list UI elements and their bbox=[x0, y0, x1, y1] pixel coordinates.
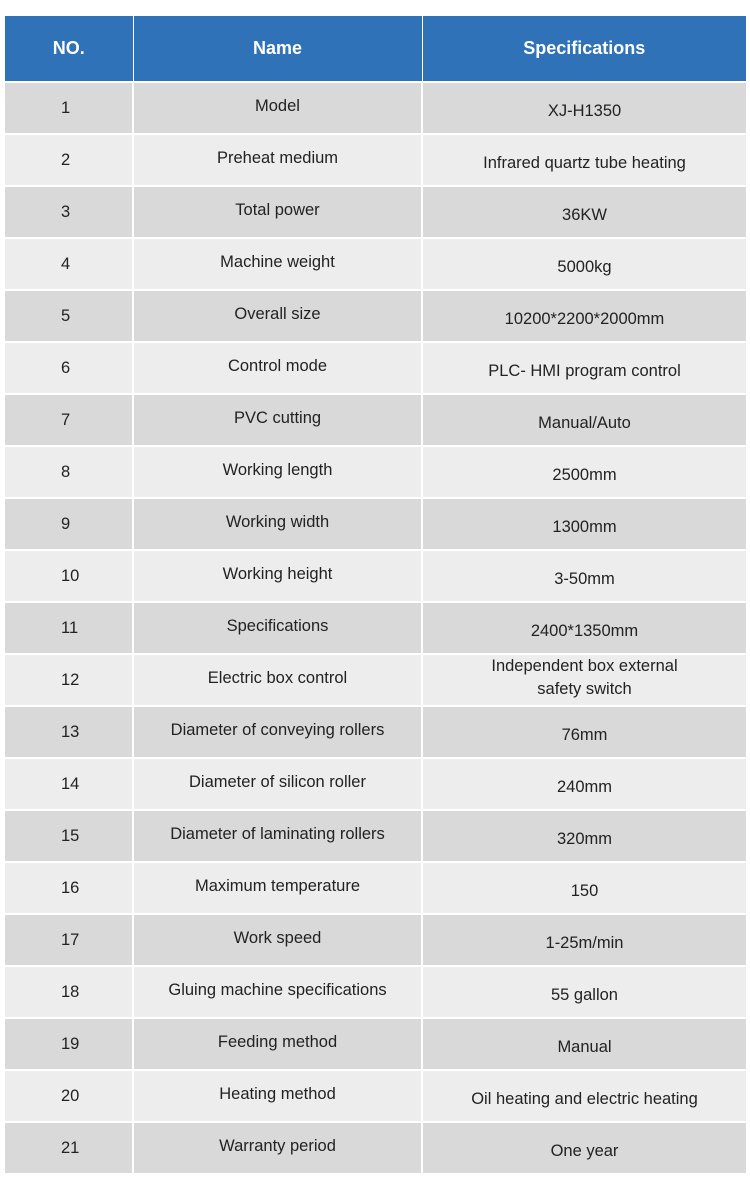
row-specification bbox=[422, 446, 746, 498]
row-specification bbox=[422, 1070, 746, 1122]
row-name-text: Diameter of laminating rollers bbox=[170, 824, 385, 843]
row-specification-text: 10200*2200*2000mm bbox=[504, 309, 665, 328]
row-name bbox=[133, 758, 422, 810]
row-specification-text: 55 gallon bbox=[551, 985, 618, 1004]
row-number: 7 bbox=[5, 394, 133, 446]
row-name-text: PVC cutting bbox=[233, 408, 322, 427]
row-specification bbox=[422, 914, 746, 966]
row-number: 9 bbox=[5, 498, 133, 550]
row-name-text: Overall size bbox=[234, 304, 321, 323]
row-name bbox=[133, 186, 422, 238]
row-specification-text: PLC- HMI program control bbox=[488, 361, 681, 380]
row-specification-text: 150 bbox=[570, 881, 599, 900]
row-specification-text: 240mm bbox=[556, 777, 613, 796]
table-row bbox=[5, 134, 746, 186]
row-specification-text: Manual bbox=[557, 1037, 612, 1056]
row-name bbox=[133, 810, 422, 862]
row-name-text: Preheat medium bbox=[216, 148, 339, 167]
row-specification bbox=[422, 186, 746, 238]
table-row bbox=[5, 342, 746, 394]
row-number: 4 bbox=[5, 238, 133, 290]
row-specification-text: 2400*1350mm bbox=[530, 621, 639, 640]
row-specification bbox=[422, 1018, 746, 1070]
row-number: 2 bbox=[5, 134, 133, 186]
row-specification-text: 2500mm bbox=[552, 465, 617, 484]
table-body bbox=[5, 82, 746, 1173]
table-row bbox=[5, 810, 746, 862]
row-specification-text: 1300mm bbox=[552, 517, 617, 536]
row-number: 3 bbox=[5, 186, 133, 238]
row-number: 6 bbox=[5, 342, 133, 394]
table-header-row bbox=[5, 16, 746, 82]
row-number: 1 bbox=[5, 82, 133, 134]
table-row bbox=[5, 1018, 746, 1070]
row-name-text: Control mode bbox=[227, 356, 328, 375]
row-name-text: Maximum temperature bbox=[194, 876, 361, 895]
row-name bbox=[133, 290, 422, 342]
row-name-text: Electric box control bbox=[207, 668, 348, 687]
table-row bbox=[5, 290, 746, 342]
row-name-text: Working height bbox=[222, 564, 333, 583]
row-number: 16 bbox=[5, 862, 133, 914]
table-row bbox=[5, 82, 746, 134]
row-name-text: Total power bbox=[235, 200, 320, 219]
row-name-text: Working length bbox=[222, 460, 333, 479]
row-name bbox=[133, 238, 422, 290]
row-name-text: Working width bbox=[225, 512, 330, 531]
row-number: 15 bbox=[5, 810, 133, 862]
row-specification-text: 3-50mm bbox=[554, 569, 615, 588]
row-name bbox=[133, 654, 422, 706]
row-name bbox=[133, 862, 422, 914]
row-specification-text: Independent box external safety switch bbox=[491, 657, 678, 698]
row-number: 5 bbox=[5, 290, 133, 342]
row-name-text: Diameter of conveying rollers bbox=[170, 720, 385, 739]
table-row bbox=[5, 186, 746, 238]
row-name-text: Feeding method bbox=[217, 1032, 338, 1051]
table-row bbox=[5, 862, 746, 914]
table-row bbox=[5, 706, 746, 758]
table-row bbox=[5, 550, 746, 602]
table-row bbox=[5, 446, 746, 498]
row-name bbox=[133, 550, 422, 602]
row-name bbox=[133, 394, 422, 446]
row-name-text: Model bbox=[255, 96, 300, 115]
row-name bbox=[133, 1070, 422, 1122]
row-specification-text: 320mm bbox=[556, 829, 613, 848]
row-specification bbox=[422, 706, 746, 758]
row-specification bbox=[422, 394, 746, 446]
row-specification bbox=[422, 82, 746, 134]
row-specification-text: Infrared quartz tube heating bbox=[483, 153, 686, 172]
row-name bbox=[133, 342, 422, 394]
table-row bbox=[5, 394, 746, 446]
table-row bbox=[5, 758, 746, 810]
table-row bbox=[5, 654, 746, 706]
row-number: 11 bbox=[5, 602, 133, 654]
row-specification bbox=[422, 810, 746, 862]
row-specification bbox=[422, 862, 746, 914]
row-name-text: Heating method bbox=[219, 1084, 336, 1103]
row-specification bbox=[422, 1122, 746, 1173]
table-row bbox=[5, 966, 746, 1018]
table-row bbox=[5, 602, 746, 654]
row-specification bbox=[422, 342, 746, 394]
row-specification-text: 1-25m/min bbox=[545, 933, 624, 952]
row-number: 8 bbox=[5, 446, 133, 498]
row-specification-text: 76mm bbox=[561, 725, 608, 744]
row-name-text: Warranty period bbox=[219, 1136, 336, 1155]
row-specification bbox=[422, 238, 746, 290]
table-row bbox=[5, 1122, 746, 1173]
row-number: 10 bbox=[5, 550, 133, 602]
table-row bbox=[5, 238, 746, 290]
row-number: 19 bbox=[5, 1018, 133, 1070]
row-name-text: Gluing machine specifications bbox=[168, 980, 387, 999]
row-specification bbox=[422, 602, 746, 654]
row-number: 21 bbox=[5, 1122, 133, 1173]
row-number: 17 bbox=[5, 914, 133, 966]
row-specification-text: 5000kg bbox=[557, 257, 612, 276]
row-name bbox=[133, 1122, 422, 1173]
row-name bbox=[133, 1018, 422, 1070]
row-number: 20 bbox=[5, 1070, 133, 1122]
row-name-text: Machine weight bbox=[220, 252, 335, 271]
row-name bbox=[133, 446, 422, 498]
row-name bbox=[133, 914, 422, 966]
row-name-text: Specifications bbox=[226, 616, 329, 635]
row-specification bbox=[422, 498, 746, 550]
header-specifications: Specifications bbox=[422, 16, 746, 82]
row-name bbox=[133, 966, 422, 1018]
row-number: 12 bbox=[5, 654, 133, 706]
row-specification bbox=[422, 758, 746, 810]
row-name-text: Diameter of silicon roller bbox=[189, 772, 366, 791]
row-specification-text: XJ-H1350 bbox=[547, 101, 622, 120]
row-number: 18 bbox=[5, 966, 133, 1018]
table-row bbox=[5, 1070, 746, 1122]
row-name bbox=[133, 706, 422, 758]
row-specification-text: Manual/Auto bbox=[538, 413, 631, 432]
header-name: Name bbox=[133, 16, 422, 82]
row-specification-text: Oil heating and electric heating bbox=[471, 1089, 698, 1108]
row-name-text: Work speed bbox=[233, 928, 322, 947]
row-specification-text: 36KW bbox=[562, 205, 607, 224]
row-specification bbox=[422, 966, 746, 1018]
row-name bbox=[133, 498, 422, 550]
row-name bbox=[133, 602, 422, 654]
specifications-table bbox=[5, 16, 746, 1173]
row-specification bbox=[422, 550, 746, 602]
row-name bbox=[133, 134, 422, 186]
row-number: 13 bbox=[5, 706, 133, 758]
row-number: 14 bbox=[5, 758, 133, 810]
table-row bbox=[5, 498, 746, 550]
table-row bbox=[5, 914, 746, 966]
row-specification bbox=[422, 134, 746, 186]
row-specification bbox=[422, 290, 746, 342]
row-specification bbox=[422, 654, 746, 706]
header-no: NO. bbox=[5, 16, 133, 82]
row-specification-text: One year bbox=[550, 1141, 619, 1160]
row-name bbox=[133, 82, 422, 134]
